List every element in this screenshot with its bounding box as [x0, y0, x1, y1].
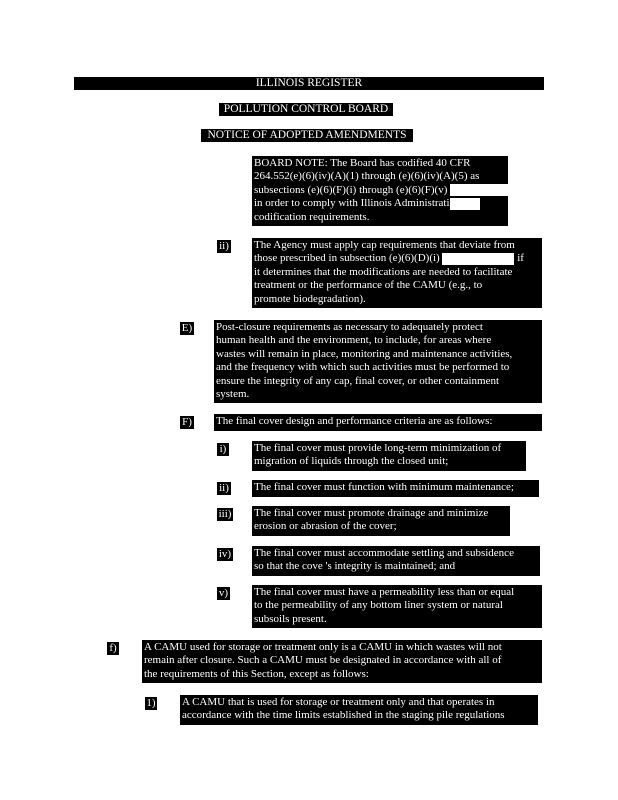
cover-criterion-ii — [252, 480, 539, 497]
paragraph-line: The final cover design and performance criteria are as follows: — [216, 415, 493, 427]
paragraph-line: The final cover must provide long-term minimization of — [254, 442, 502, 454]
item-label: iii) — [218, 508, 232, 520]
paragraph-line: and the frequency with which such activities must be performed to — [216, 361, 510, 374]
paragraph-line: promote biodegradation). — [254, 292, 366, 305]
paragraph-line: those prescribed in subsection (e)(6)(D)(i) if — [254, 252, 524, 265]
board-note-line-text: in order to comply with Illinois Administrati — [254, 197, 450, 210]
paragraph-line-text: those prescribed in subsection (e)(6)(D)(i) — [254, 252, 440, 265]
paragraph-line: erosion or abrasion of the cover; — [254, 520, 397, 533]
item-label: ii) — [217, 482, 231, 495]
register-title: ILLINOIS REGISTER — [74, 77, 544, 90]
paragraph-line: A CAMU that is used for storage or treatment only and that operates in — [182, 696, 495, 708]
paragraph-line: system. — [216, 388, 250, 401]
board-note — [252, 156, 508, 226]
paragraph-line: Post-closure requirements as necessary to adequately protect — [216, 321, 483, 333]
cover-criterion-iii — [252, 506, 510, 536]
paragraph-line: The final cover must have a permeability less than or equal — [254, 586, 515, 598]
item-label: i) — [217, 443, 229, 456]
item-label: F) — [180, 416, 194, 429]
paragraph-line: accordance with the time limits established in the staging pile regulations — [182, 709, 505, 722]
paragraph-line: ensure the integrity of any cap, final cover, or other containment — [216, 374, 500, 387]
paragraph-line: migration of liquids through the closed unit; — [254, 455, 449, 468]
item-label: iv) — [218, 548, 232, 560]
item-label: 1) — [146, 697, 156, 709]
item-label: v) — [218, 587, 229, 599]
item-label: f) — [107, 642, 119, 655]
board-note-line — [254, 197, 506, 210]
paragraph-line: A CAMU used for storage or treatment only is a CAMU in which wastes will not — [144, 641, 502, 653]
final-cover-intro — [214, 414, 542, 431]
paragraph-line: treatment or the performance of the CAMU (e.g., to — [254, 279, 483, 292]
paragraph-line: The final cover must accommodate settling and subsidence — [254, 547, 514, 559]
agency-cap-paragraph — [252, 238, 542, 308]
paragraph-line: to the permeability of any bottom liner system or natural — [254, 599, 503, 612]
board-note-line-text: subsections (e)(6)(F)(i) through (e)(6)(F)(v) — [254, 183, 448, 196]
paragraph-line: so that the cove 's integrity is maintained; and — [254, 560, 456, 573]
paragraph-line: subsoils present. — [254, 612, 327, 625]
paragraph-line: it determines that the modifications are needed to facilitate — [254, 265, 513, 278]
cover-criterion-v — [252, 585, 542, 628]
post-closure-paragraph — [214, 320, 542, 403]
notice-title: NOTICE OF ADOPTED AMENDMENTS — [201, 129, 413, 142]
board-note-line: codification requirements. — [254, 210, 370, 223]
paragraph-line: wastes will remain in place, monitoring and maintenance activities, — [216, 347, 513, 360]
paragraph-line: the requirements of this Section, except as follows: — [144, 667, 369, 680]
item-label: ii) — [217, 240, 231, 253]
board-note-line: 264.552(e)(6)(iv)(A)(1) through (e)(6)(iv)(A)(5) as — [254, 170, 480, 183]
paragraph-line: The Agency must apply cap requirements that deviate from — [254, 239, 515, 251]
paragraph-line: The final cover must promote drainage and minimize — [254, 507, 489, 519]
paragraph-line: human health and the environment, to include, for areas where — [216, 334, 492, 347]
redaction-mark — [442, 253, 514, 265]
paragraph-line: remain after closure. Such a CAMU must be designated in accordance with all of — [144, 654, 502, 667]
cover-criterion-iv — [252, 546, 540, 576]
cover-criterion-i — [252, 441, 526, 471]
storage-camu-item-1 — [180, 695, 538, 725]
storage-camu-paragraph — [142, 640, 542, 683]
redaction-mark — [450, 184, 508, 196]
board-title: POLLUTION CONTROL BOARD — [219, 103, 393, 116]
item-label: E) — [181, 322, 193, 334]
board-note-line: BOARD NOTE: The Board has codified 40 CFR — [254, 157, 471, 169]
paragraph-line: The final cover must function with minimum maintenance; — [254, 481, 514, 493]
redaction-mark — [450, 198, 480, 210]
board-note-line — [254, 184, 506, 197]
